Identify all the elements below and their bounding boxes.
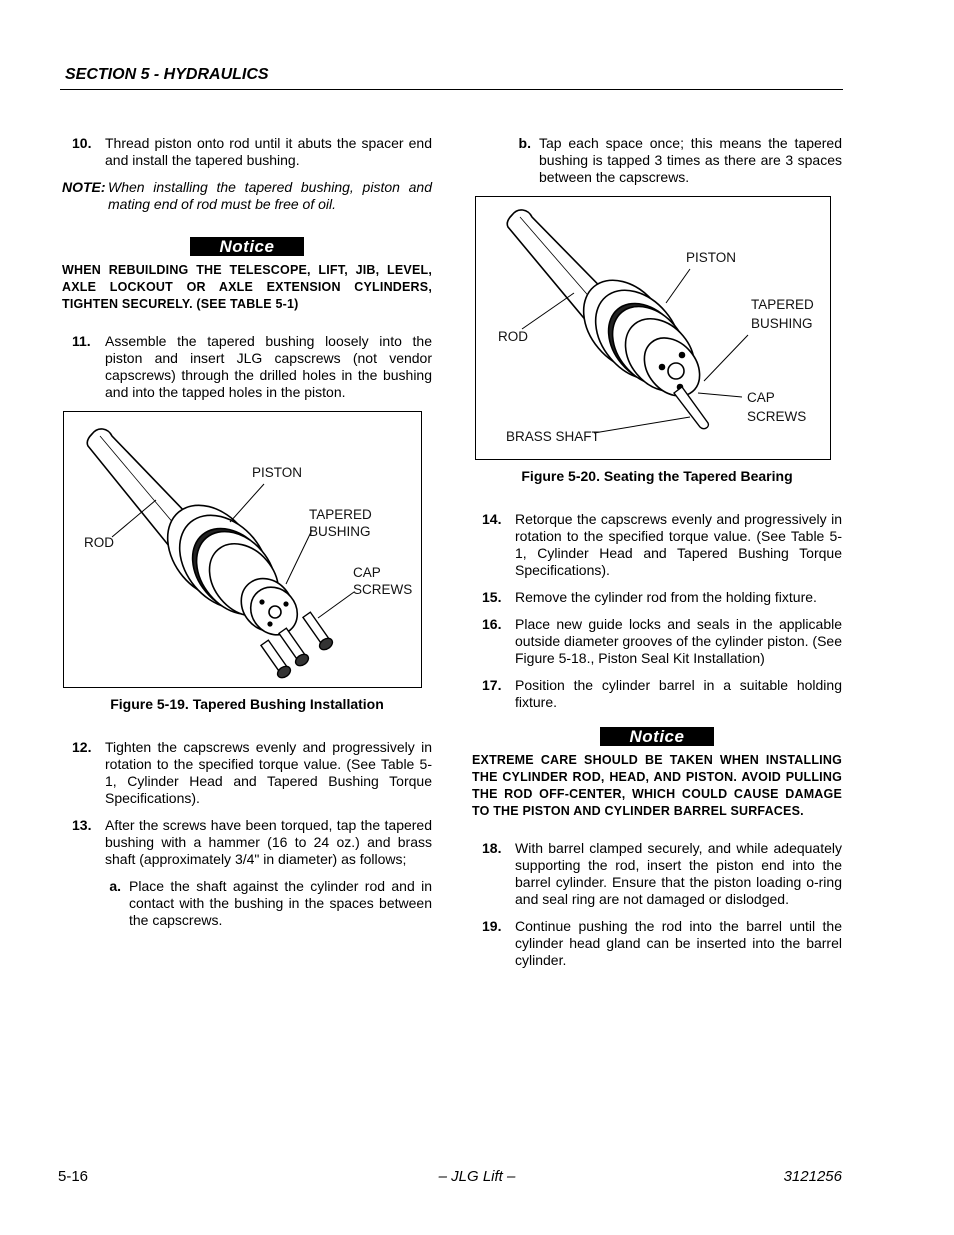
step-number: 15. [482,589,502,605]
label-bushing: BUSHING [751,316,813,331]
step-number: 18. [482,840,502,856]
step-text: Retorque the capscrews evenly and progressively in rotation to the specified torque value. (See Table 5-1, Cylinder Head and Tapered Bushing Torque Specifications). [515,511,842,578]
label-bushing: BUSHING [309,524,371,539]
footer-brand: – JLG Lift – [438,1168,516,1185]
step-number: 11. [72,333,91,349]
label-piston: PISTON [252,465,303,480]
label-rod: ROD [498,329,528,344]
page-number: 5-16 [58,1168,89,1185]
step-10 [62,135,432,169]
step-number: 17. [482,677,502,693]
step-13a [62,878,432,929]
step-number: 12. [72,739,92,755]
step-text: Assemble the tapered bushing loosely into the piston and insert JLG capscrews (not vendor capscrews) through the drilled holes in the bushing and into the tapped holes in the piston. [105,333,432,400]
step-text: After the screws have been torqued, tap the tapered bushing with a hammer (16 to 24 oz.) and brass shaft (approximately 3/4" in diameter) as follows; [105,817,432,867]
label-piston: PISTON [686,250,737,265]
step-12 [62,739,432,807]
step-19 [472,918,842,969]
right-column [472,135,842,979]
tapered-bushing-illustration [64,412,421,687]
step-text: Thread piston onto rod until it abuts the spacer end and install the tapered bushing. [105,135,432,168]
label-cap: CAP [747,390,775,405]
label-screws: SCREWS [747,409,807,424]
notice-badge: Notice [190,237,305,256]
step-number: 16. [482,616,502,632]
step-text: Remove the cylinder rod from the holding fixture. [515,589,817,605]
document-number: 3121256 [783,1168,842,1185]
note-text: When installing the tapered bushing, piston and mating end of rod must be free of oil. [108,179,432,212]
step-number: 14. [482,511,502,527]
figure-5-19 [63,411,422,688]
label-tapered: TAPERED [751,297,814,312]
label-brass-shaft: BRASS SHAFT [506,429,600,444]
step-number: 19. [482,918,502,934]
notice-1 [62,237,432,256]
substep-letter: b. [518,135,531,151]
step-18 [472,840,842,908]
label-rod: ROD [84,535,114,550]
label-screws: SCREWS [353,582,413,597]
step-text: Position the cylinder barrel in a suitable holding fixture. [515,677,842,710]
notice-text: WHEN REBUILDING THE TELESCOPE, LIFT, JIB, LEVEL, AXLE LOCKOUT OR AXLE EXTENSION CYLINDERS, TIGHTEN SECURELY. (SEE TABLE 5-1) [62,263,432,311]
step-16 [472,616,842,667]
step-13 [62,817,432,868]
step-14 [472,511,842,579]
notice-badge: Notice [600,727,715,746]
section-title: SECTION 5 - HYDRAULICS [65,66,269,83]
step-text: With barrel clamped securely, and while adequately supporting the rod, insert the piston end into the barrel cylinder. Ensure that the piston loading o-ring and seal ring are not damaged or dislodged. [515,840,842,907]
step-11 [62,333,432,401]
step-number: 10. [72,135,92,151]
notice-text: EXTREME CARE SHOULD BE TAKEN WHEN INSTALLING THE CYLINDER ROD, HEAD, AND PISTON. AVOID PULLING THE ROD OFF-CENTER, WHICH COULD CAUSE DAMAGE TO THE PISTON AND CYLINDER BARREL SURFACES. [472,753,842,818]
step-17 [472,677,842,711]
step-text: Continue pushing the rod into the barrel until the cylinder head gland can be inserted into the barrel cylinder. [515,918,842,968]
step-text: Place new guide locks and seals in the applicable outside diameter grooves of the cylinder piston. (See Figure 5-18., Piston Seal Kit Installation) [515,616,842,666]
label-tapered: TAPERED [309,507,372,522]
label-cap: CAP [353,565,381,580]
figure-caption: Figure 5-20. Seating the Tapered Bearing [521,468,793,484]
figure-caption: Figure 5-19. Tapered Bushing Installation [110,696,384,712]
step-13b [472,135,842,186]
substep-letter: a. [109,878,121,894]
step-number: 13. [72,817,92,833]
header-rule [60,89,843,90]
left-column [62,135,432,939]
step-text: Tighten the capscrews evenly and progressively in rotation to the specified torque value. (See Table 5-1, Cylinder Head and Tapered Bushing Torque Specifications). [105,739,432,806]
step-15 [472,589,842,606]
substep-text: Place the shaft against the cylinder rod and in contact with the bushing in the spaces between the capscrews. [129,878,432,928]
substep-text: Tap each space once; this means the tapered bushing is tapped 3 times as there are 3 spaces between the capscrews. [539,135,842,185]
note [62,179,432,213]
note-label: NOTE: [62,179,106,195]
figure-5-20 [475,196,831,460]
notice-2 [472,727,842,746]
